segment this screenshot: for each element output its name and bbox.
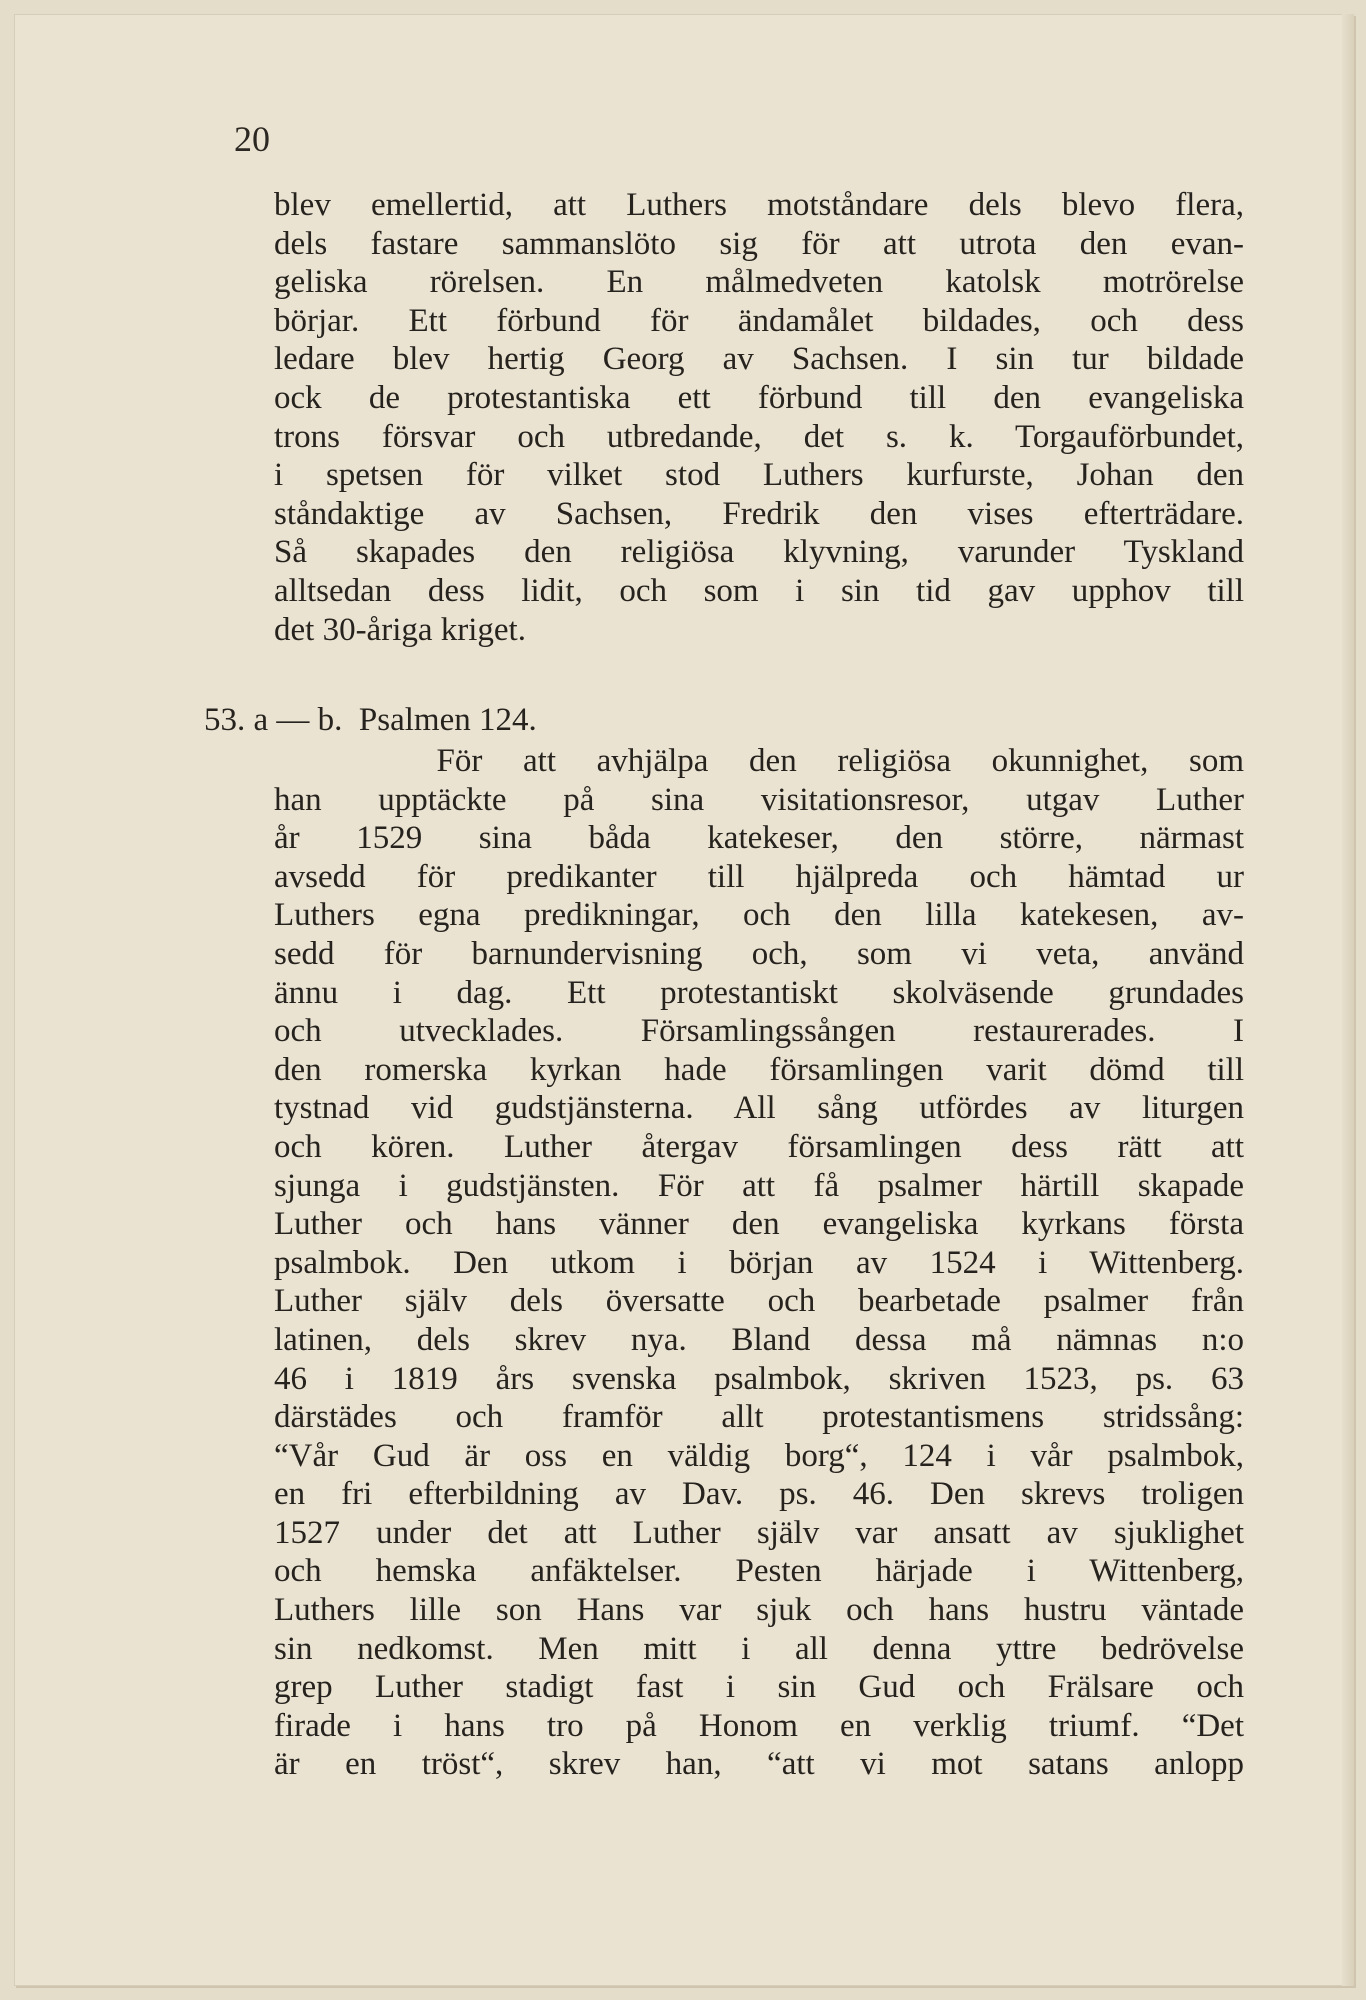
text-line: 1527 under det att Luther själv var ansatt av sjuklighet [274,1514,1244,1551]
text-line: den romerska kyrkan hade församlingen varit dömd till [274,1051,1244,1088]
text-line: och kören. Luther återgav församlingen dess rätt att [274,1128,1244,1165]
text-line: 46 i 1819 års svenska psalmbok, skriven 1523, ps. 63 [274,1360,1244,1397]
book-page [14,14,1354,1986]
text-line: ock de protestantiska ett förbund till den evangeliska [274,379,1244,416]
text-line: tystnad vid gudstjänsterna. All sång utfördes av liturgen [274,1090,1244,1127]
page-edge [1342,14,1354,1986]
text-line: och utvecklades. Församlingssången restaurerades. I [274,1013,1244,1050]
text-line: han upptäckte på sina visitationsresor, utgav Luther [274,781,1244,818]
text-line: år 1529 sina båda katekeser, den större, närmast [274,820,1244,857]
text-line: Luther och hans vänner den evangeliska kyrkans första [274,1206,1244,1243]
text-line: blev emellertid, att Luthers motståndare dels blevo flera, [274,187,1244,223]
text-line: alltsedan dess lidit, och som i sin tid gav upphov till [274,572,1244,609]
text-line: i spetsen för vilket stod Luthers kurfurste, Johan den [274,457,1244,494]
text-line: geliska rörelsen. En målmedveten katolsk motrörelse [274,264,1244,301]
text-line: Luthers lille son Hans var sjuk och hans hustru väntade [274,1592,1244,1629]
text-line: psalmbok. Den utkom i början av 1524 i Wittenberg. [274,1244,1244,1281]
section-heading: 53. a — b. Psalmen 124. [204,702,537,738]
text-line: börjar. Ett förbund för ändamålet bildades, och dess [274,302,1244,339]
text-line: Luther själv dels översatte och bearbetade psalmer från [274,1283,1244,1320]
text-line: trons försvar och utbredande, det s. k. Torgauförbundet, [274,418,1244,455]
text-line: sin nedkomst. Men mitt i all denna yttre bedrövelse [274,1630,1244,1667]
text-line: ståndaktige av Sachsen, Fredrik den vises efterträdare. [274,495,1244,532]
text-line: Så skapades den religiösa klyvning, varunder Tyskland [274,534,1244,571]
text-line: en fri efterbildning av Dav. ps. 46. Den skrevs troligen [274,1476,1244,1513]
text-line: grep Luther stadigt fast i sin Gud och Frälsare och [274,1669,1244,1706]
text-line: och hemska anfäktelser. Pesten härjade i Wittenberg, [274,1553,1244,1590]
paragraph-1 [274,186,1244,649]
text-line: ledare blev hertig Georg av Sachsen. I sin tur bildade [274,341,1244,378]
text-line: dels fastare sammanslöto sig för att utrota den evan- [274,225,1244,262]
text-line: sjunga i gudstjänsten. För att få psalmer härtill skapade [274,1167,1244,1204]
text-line: firade i hans tro på Honom en verklig triumf. “Det [274,1707,1244,1744]
text-line: För att avhjälpa den religiösa okunnighet, som [274,743,1244,779]
text-line: det 30-åriga kriget. [274,611,526,648]
paragraph-2 [274,742,1244,1784]
text-line: sedd för barnundervisning och, som vi veta, använd [274,935,1244,972]
text-line: “Vår Gud är oss en väldig borg“, 124 i vår psalmbok, [274,1437,1244,1474]
text-line: avsedd för predikanter till hjälpreda och hämtad ur [274,858,1244,895]
text-line: Luthers egna predikningar, och den lilla katekesen, av- [274,897,1244,934]
text-line: därstädes och framför allt protestantismens stridssång: [274,1399,1244,1436]
text-line: är en tröst“, skrev han, “att vi mot satans anlopp [274,1746,1244,1783]
page-number: 20 [234,119,270,159]
text-line: latinen, dels skrev nya. Bland dessa må nämnas n:o [274,1321,1244,1358]
text-line: ännu i dag. Ett protestantiskt skolväsende grundades [274,974,1244,1011]
